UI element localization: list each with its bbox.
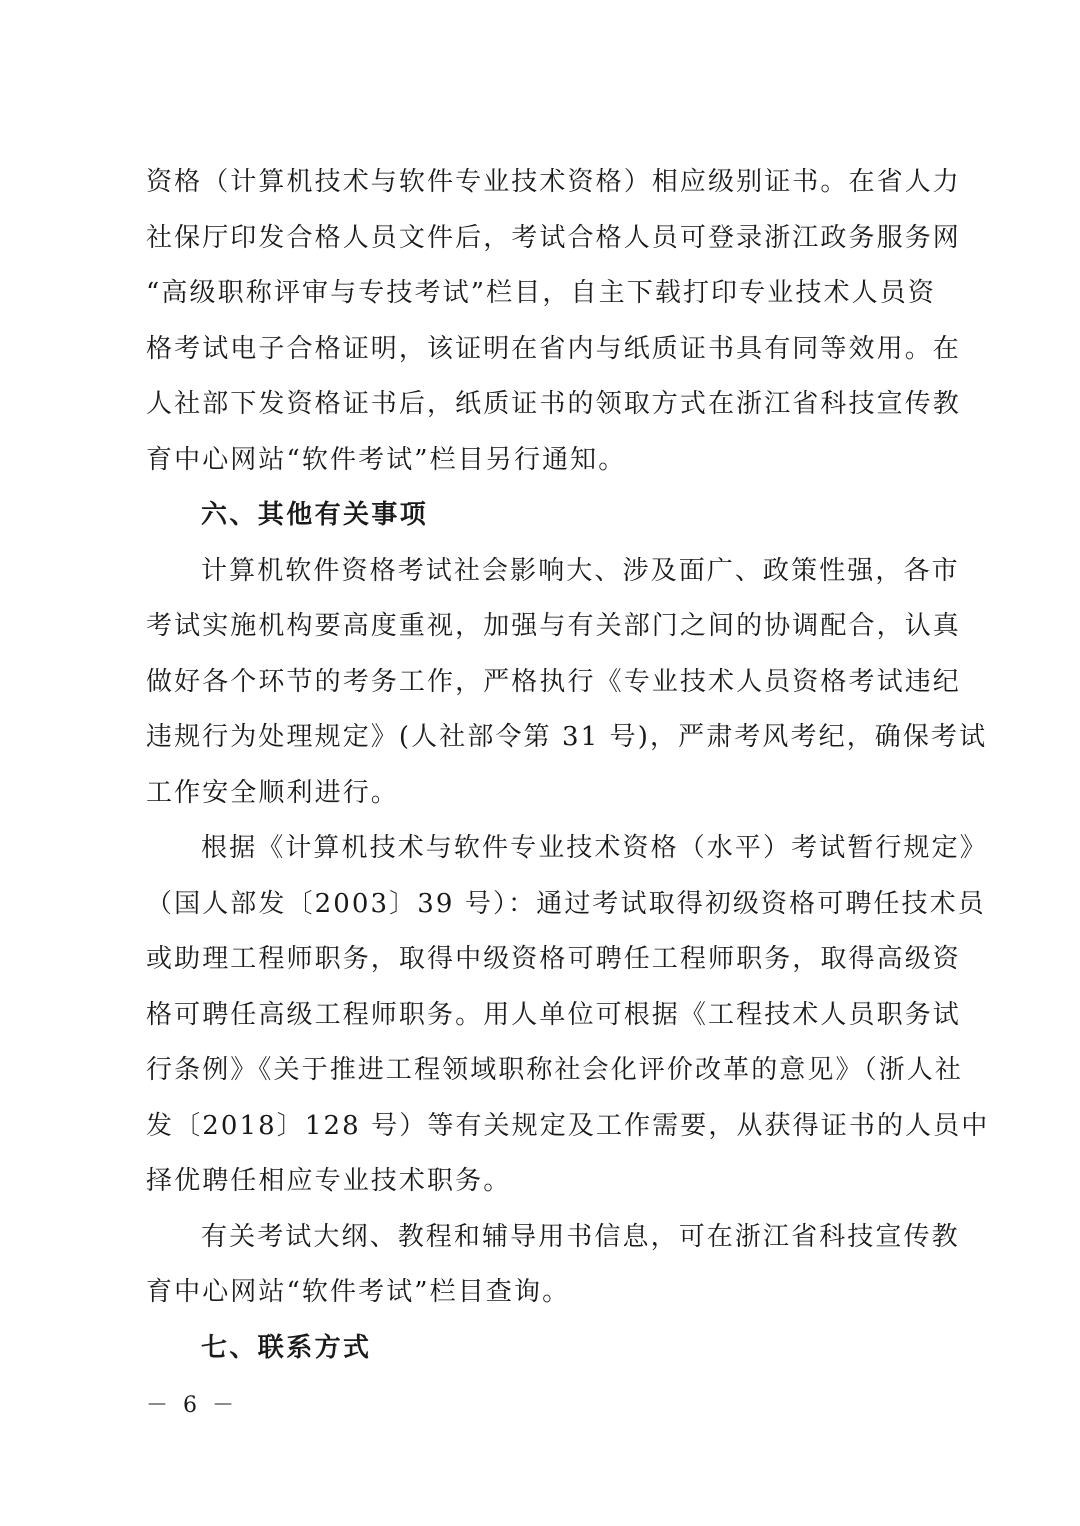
section-heading-other-matters: 六、其他有关事项	[201, 500, 429, 530]
paragraph-exam-discipline	[146, 544, 988, 822]
paragraph-line: 择优聘任相应专业技术职务。	[146, 1166, 512, 1196]
paragraph-line: 育中心网站“软件考试”栏目查询。	[146, 1277, 571, 1307]
paragraph-line: 违规行为处理规定》(人社部令第 31 号)，严肃考风考纪，确保考试	[146, 722, 988, 752]
paragraph-certificate	[146, 155, 961, 488]
paragraph-line: （国人部发〔2003〕39 号）：通过考试取得初级资格可聘任技术员	[146, 888, 986, 919]
paragraph-line: 工作安全顺利进行。	[146, 777, 399, 808]
section-heading-contact: 七、联系方式	[201, 1332, 372, 1363]
paragraph-line: 计算机软件资格考试社会影响大、涉及面广、政策性强，各市	[201, 555, 960, 586]
document-body	[146, 155, 990, 1376]
paragraph-line: 资格（计算机技术与软件专业技术资格）相应级别证书。在省人力	[146, 167, 961, 197]
paragraph-line: 格可聘任高级工程师职务。用人单位可根据《工程技术人员职务试	[146, 999, 961, 1030]
paragraph-line: 育中心网站“软件考试”栏目另行通知。	[146, 444, 627, 475]
paragraph-line: “高级职称评审与专技考试”栏目，自主下载打印专业技术人员资	[146, 278, 936, 308]
paragraph-line: 人社部下发资格证书后，纸质证书的领取方式在浙江省科技宣传教	[146, 389, 961, 419]
paragraph-line: 社保厅印发合格人员文件后，考试合格人员可登录浙江政务服务网	[146, 222, 961, 253]
paragraph-line: 或助理工程师职务，取得中级资格可聘任工程师职务，取得高级资	[146, 944, 961, 974]
paragraph-line: 行条例》《关于推进工程领域职称社会化评价改革的意见》（浙人社	[146, 1055, 964, 1085]
page-number: － 6 －	[146, 1393, 238, 1418]
paragraph-qualification-appointment	[146, 821, 990, 1210]
paragraph-line: 做好各个环节的考务工作，严格执行《专业技术人员资格考试违纪	[146, 666, 961, 697]
paragraph-line: 发〔2018〕128 号）等有关规定及工作需要，从获得证书的人员中	[146, 1110, 990, 1141]
paragraph-line: 根据《计算机技术与软件专业技术资格（水平）考试暂行规定》	[201, 833, 988, 863]
paragraph-line: 有关考试大纲、教程和辅导用书信息，可在浙江省科技宣传教	[201, 1221, 960, 1252]
paragraph-exam-materials	[146, 1210, 960, 1321]
paragraph-line: 考试实施机构要高度重视，加强与有关部门之间的协调配合，认真	[146, 611, 961, 641]
paragraph-line: 格考试电子合格证明，该证明在省内与纸质证书具有同等效用。在	[146, 333, 961, 364]
